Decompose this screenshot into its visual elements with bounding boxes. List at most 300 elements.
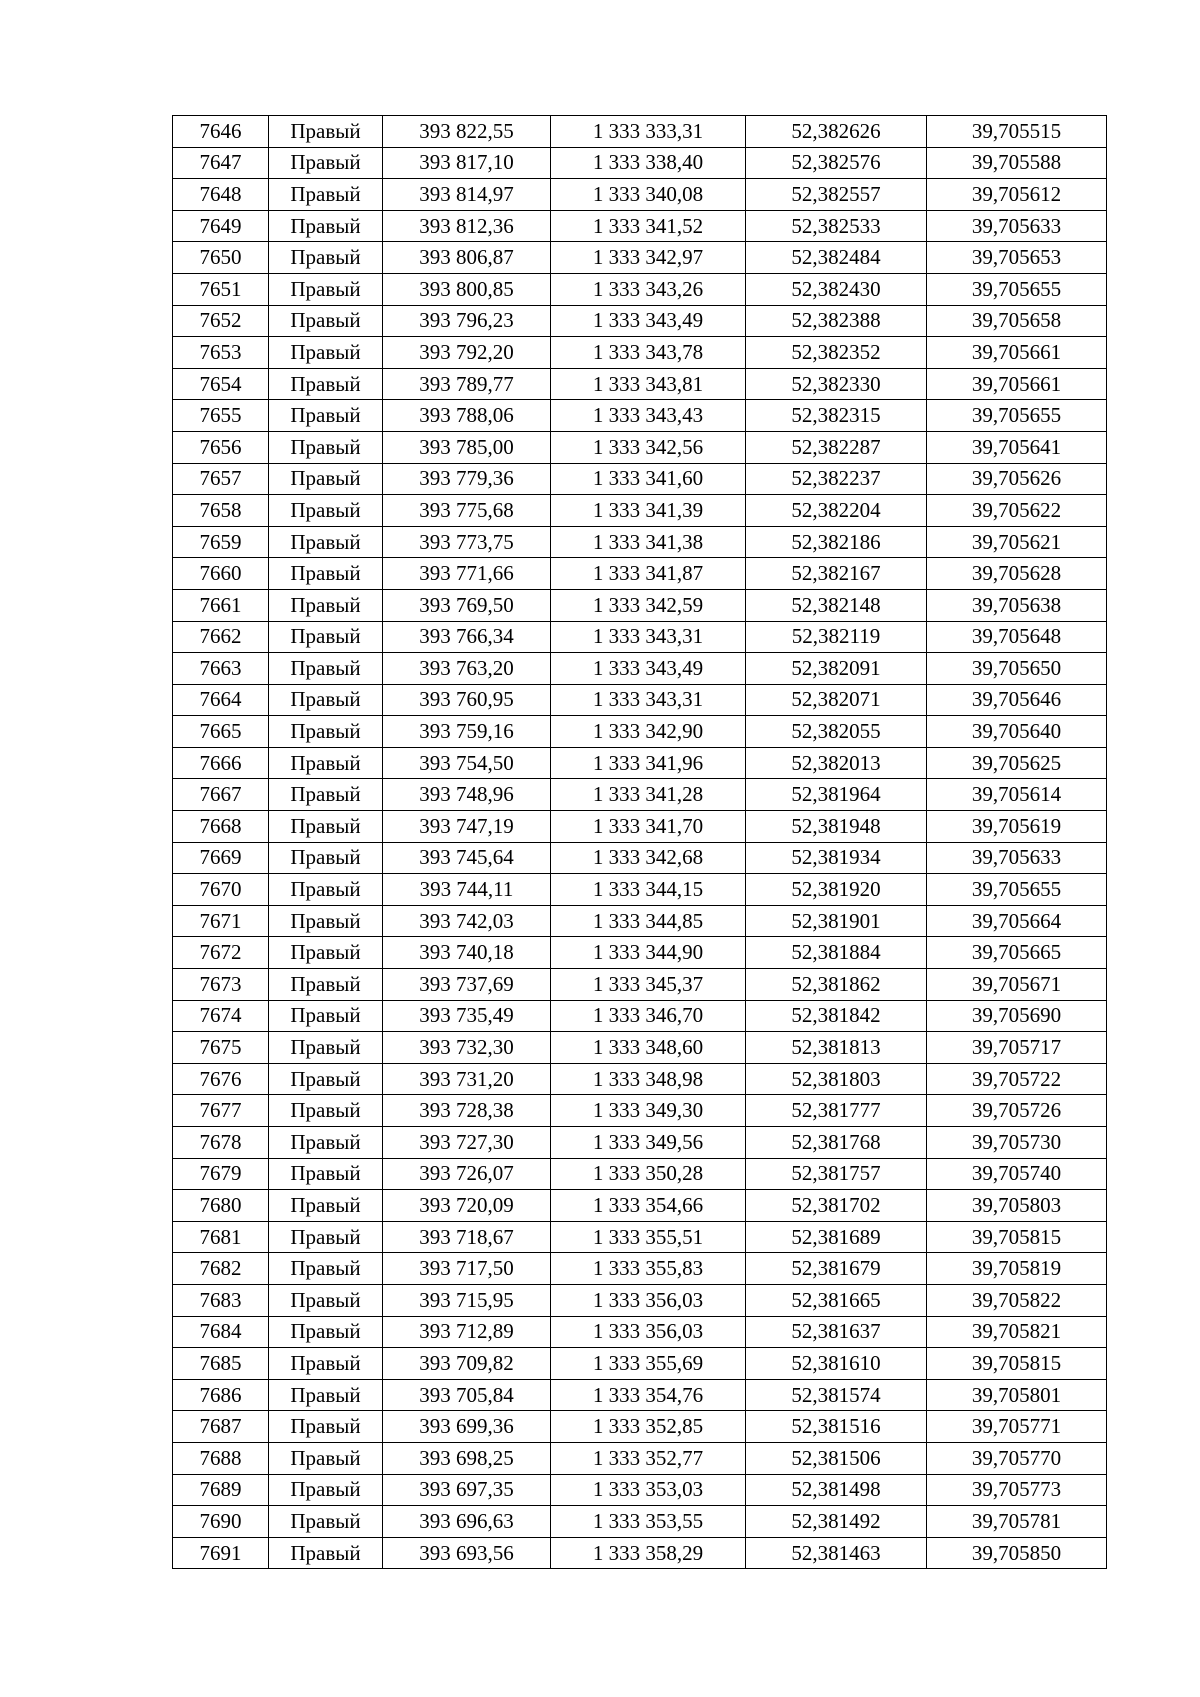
y-coordinate-cell: 1 333 349,56	[551, 1127, 746, 1159]
table-row	[173, 463, 1107, 495]
latitude-cell: 52,381637	[746, 1316, 927, 1348]
table-row	[173, 210, 1107, 242]
table-row	[173, 1316, 1107, 1348]
x-coordinate-cell: 393 726,07	[383, 1158, 551, 1190]
longitude-cell: 39,705622	[927, 495, 1107, 527]
table-row	[173, 621, 1107, 653]
side-cell: Правый	[269, 1537, 383, 1569]
table-row	[173, 273, 1107, 305]
side-cell: Правый	[269, 1221, 383, 1253]
longitude-cell: 39,705614	[927, 779, 1107, 811]
table-row	[173, 1190, 1107, 1222]
table-row	[173, 368, 1107, 400]
table-row	[173, 1474, 1107, 1506]
side-cell: Правый	[269, 431, 383, 463]
y-coordinate-cell: 1 333 341,28	[551, 779, 746, 811]
point-number-cell: 7676	[173, 1063, 269, 1095]
longitude-cell: 39,705661	[927, 368, 1107, 400]
point-number-cell: 7649	[173, 210, 269, 242]
longitude-cell: 39,705626	[927, 463, 1107, 495]
table-row	[173, 1411, 1107, 1443]
x-coordinate-cell: 393 696,63	[383, 1506, 551, 1538]
longitude-cell: 39,705638	[927, 589, 1107, 621]
y-coordinate-cell: 1 333 354,66	[551, 1190, 746, 1222]
longitude-cell: 39,705803	[927, 1190, 1107, 1222]
side-cell: Правый	[269, 337, 383, 369]
longitude-cell: 39,705625	[927, 747, 1107, 779]
point-number-cell: 7674	[173, 1000, 269, 1032]
point-number-cell: 7656	[173, 431, 269, 463]
longitude-cell: 39,705640	[927, 716, 1107, 748]
latitude-cell: 52,381813	[746, 1032, 927, 1064]
x-coordinate-cell: 393 747,19	[383, 811, 551, 843]
side-cell: Правый	[269, 210, 383, 242]
longitude-cell: 39,705588	[927, 147, 1107, 179]
side-cell: Правый	[269, 558, 383, 590]
table-row	[173, 747, 1107, 779]
latitude-cell: 52,381920	[746, 874, 927, 906]
y-coordinate-cell: 1 333 355,51	[551, 1221, 746, 1253]
table-row	[173, 589, 1107, 621]
point-number-cell: 7647	[173, 147, 269, 179]
y-coordinate-cell: 1 333 353,55	[551, 1506, 746, 1538]
x-coordinate-cell: 393 785,00	[383, 431, 551, 463]
latitude-cell: 52,381862	[746, 969, 927, 1001]
longitude-cell: 39,705648	[927, 621, 1107, 653]
longitude-cell: 39,705690	[927, 1000, 1107, 1032]
longitude-cell: 39,705771	[927, 1411, 1107, 1443]
latitude-cell: 52,382091	[746, 653, 927, 685]
point-number-cell: 7681	[173, 1221, 269, 1253]
side-cell: Правый	[269, 242, 383, 274]
y-coordinate-cell: 1 333 358,29	[551, 1537, 746, 1569]
x-coordinate-cell: 393 760,95	[383, 684, 551, 716]
latitude-cell: 52,382352	[746, 337, 927, 369]
point-number-cell: 7664	[173, 684, 269, 716]
table-row	[173, 558, 1107, 590]
point-number-cell: 7684	[173, 1316, 269, 1348]
longitude-cell: 39,705717	[927, 1032, 1107, 1064]
longitude-cell: 39,705641	[927, 431, 1107, 463]
y-coordinate-cell: 1 333 341,70	[551, 811, 746, 843]
point-number-cell: 7680	[173, 1190, 269, 1222]
point-number-cell: 7659	[173, 526, 269, 558]
latitude-cell: 52,381948	[746, 811, 927, 843]
x-coordinate-cell: 393 737,69	[383, 969, 551, 1001]
side-cell: Правый	[269, 179, 383, 211]
y-coordinate-cell: 1 333 342,59	[551, 589, 746, 621]
latitude-cell: 52,381702	[746, 1190, 927, 1222]
latitude-cell: 52,382330	[746, 368, 927, 400]
table-row	[173, 147, 1107, 179]
longitude-cell: 39,705612	[927, 179, 1107, 211]
longitude-cell: 39,705650	[927, 653, 1107, 685]
longitude-cell: 39,705722	[927, 1063, 1107, 1095]
point-number-cell: 7686	[173, 1379, 269, 1411]
point-number-cell: 7650	[173, 242, 269, 274]
longitude-cell: 39,705658	[927, 305, 1107, 337]
point-number-cell: 7665	[173, 716, 269, 748]
x-coordinate-cell: 393 779,36	[383, 463, 551, 495]
longitude-cell: 39,705730	[927, 1127, 1107, 1159]
table-row	[173, 1221, 1107, 1253]
latitude-cell: 52,381842	[746, 1000, 927, 1032]
side-cell: Правый	[269, 1190, 383, 1222]
longitude-cell: 39,705671	[927, 969, 1107, 1001]
latitude-cell: 52,381964	[746, 779, 927, 811]
x-coordinate-cell: 393 709,82	[383, 1348, 551, 1380]
table-row	[173, 1442, 1107, 1474]
y-coordinate-cell: 1 333 343,26	[551, 273, 746, 305]
y-coordinate-cell: 1 333 343,81	[551, 368, 746, 400]
point-number-cell: 7688	[173, 1442, 269, 1474]
y-coordinate-cell: 1 333 342,56	[551, 431, 746, 463]
table-row	[173, 116, 1107, 148]
point-number-cell: 7652	[173, 305, 269, 337]
point-number-cell: 7683	[173, 1284, 269, 1316]
latitude-cell: 52,381574	[746, 1379, 927, 1411]
y-coordinate-cell: 1 333 343,78	[551, 337, 746, 369]
table-row	[173, 779, 1107, 811]
latitude-cell: 52,381506	[746, 1442, 927, 1474]
longitude-cell: 39,705740	[927, 1158, 1107, 1190]
side-cell: Правый	[269, 1506, 383, 1538]
table-row	[173, 179, 1107, 211]
point-number-cell: 7646	[173, 116, 269, 148]
x-coordinate-cell: 393 715,95	[383, 1284, 551, 1316]
latitude-cell: 52,381777	[746, 1095, 927, 1127]
y-coordinate-cell: 1 333 343,43	[551, 400, 746, 432]
point-number-cell: 7687	[173, 1411, 269, 1443]
latitude-cell: 52,382533	[746, 210, 927, 242]
y-coordinate-cell: 1 333 353,03	[551, 1474, 746, 1506]
latitude-cell: 52,382484	[746, 242, 927, 274]
point-number-cell: 7654	[173, 368, 269, 400]
latitude-cell: 52,381492	[746, 1506, 927, 1538]
side-cell: Правый	[269, 400, 383, 432]
side-cell: Правый	[269, 116, 383, 148]
latitude-cell: 52,381768	[746, 1127, 927, 1159]
side-cell: Правый	[269, 305, 383, 337]
y-coordinate-cell: 1 333 338,40	[551, 147, 746, 179]
table-row	[173, 811, 1107, 843]
y-coordinate-cell: 1 333 355,83	[551, 1253, 746, 1285]
latitude-cell: 52,381463	[746, 1537, 927, 1569]
longitude-cell: 39,705773	[927, 1474, 1107, 1506]
x-coordinate-cell: 393 763,20	[383, 653, 551, 685]
x-coordinate-cell: 393 697,35	[383, 1474, 551, 1506]
y-coordinate-cell: 1 333 352,85	[551, 1411, 746, 1443]
side-cell: Правый	[269, 526, 383, 558]
longitude-cell: 39,705621	[927, 526, 1107, 558]
point-number-cell: 7658	[173, 495, 269, 527]
latitude-cell: 52,382430	[746, 273, 927, 305]
x-coordinate-cell: 393 748,96	[383, 779, 551, 811]
x-coordinate-cell: 393 806,87	[383, 242, 551, 274]
table-row	[173, 526, 1107, 558]
side-cell: Правый	[269, 1348, 383, 1380]
y-coordinate-cell: 1 333 341,52	[551, 210, 746, 242]
y-coordinate-cell: 1 333 354,76	[551, 1379, 746, 1411]
longitude-cell: 39,705655	[927, 874, 1107, 906]
latitude-cell: 52,382204	[746, 495, 927, 527]
table-row	[173, 1506, 1107, 1538]
side-cell: Правый	[269, 495, 383, 527]
side-cell: Правый	[269, 716, 383, 748]
y-coordinate-cell: 1 333 343,49	[551, 653, 746, 685]
x-coordinate-cell: 393 727,30	[383, 1127, 551, 1159]
latitude-cell: 52,381498	[746, 1474, 927, 1506]
table-row	[173, 842, 1107, 874]
latitude-cell: 52,382388	[746, 305, 927, 337]
side-cell: Правый	[269, 937, 383, 969]
side-cell: Правый	[269, 842, 383, 874]
x-coordinate-cell: 393 800,85	[383, 273, 551, 305]
side-cell: Правый	[269, 1284, 383, 1316]
point-number-cell: 7678	[173, 1127, 269, 1159]
y-coordinate-cell: 1 333 343,31	[551, 684, 746, 716]
longitude-cell: 39,705661	[927, 337, 1107, 369]
longitude-cell: 39,705653	[927, 242, 1107, 274]
point-number-cell: 7657	[173, 463, 269, 495]
latitude-cell: 52,381884	[746, 937, 927, 969]
latitude-cell: 52,382315	[746, 400, 927, 432]
longitude-cell: 39,705850	[927, 1537, 1107, 1569]
latitude-cell: 52,382237	[746, 463, 927, 495]
latitude-cell: 52,381803	[746, 1063, 927, 1095]
longitude-cell: 39,705655	[927, 400, 1107, 432]
longitude-cell: 39,705770	[927, 1442, 1107, 1474]
side-cell: Правый	[269, 1474, 383, 1506]
longitude-cell: 39,705515	[927, 116, 1107, 148]
x-coordinate-cell: 393 693,56	[383, 1537, 551, 1569]
x-coordinate-cell: 393 705,84	[383, 1379, 551, 1411]
table-row	[173, 653, 1107, 685]
coordinates-table	[172, 115, 1107, 1569]
x-coordinate-cell: 393 788,06	[383, 400, 551, 432]
point-number-cell: 7663	[173, 653, 269, 685]
x-coordinate-cell: 393 699,36	[383, 1411, 551, 1443]
side-cell: Правый	[269, 1442, 383, 1474]
side-cell: Правый	[269, 905, 383, 937]
latitude-cell: 52,382557	[746, 179, 927, 211]
side-cell: Правый	[269, 653, 383, 685]
side-cell: Правый	[269, 1063, 383, 1095]
x-coordinate-cell: 393 771,66	[383, 558, 551, 590]
side-cell: Правый	[269, 684, 383, 716]
latitude-cell: 52,381689	[746, 1221, 927, 1253]
x-coordinate-cell: 393 717,50	[383, 1253, 551, 1285]
table-row	[173, 1000, 1107, 1032]
table-row	[173, 1253, 1107, 1285]
table-row	[173, 400, 1107, 432]
latitude-cell: 52,382148	[746, 589, 927, 621]
point-number-cell: 7672	[173, 937, 269, 969]
table-row	[173, 937, 1107, 969]
x-coordinate-cell: 393 731,20	[383, 1063, 551, 1095]
y-coordinate-cell: 1 333 341,38	[551, 526, 746, 558]
table-row	[173, 1348, 1107, 1380]
point-number-cell: 7679	[173, 1158, 269, 1190]
side-cell: Правый	[269, 589, 383, 621]
latitude-cell: 52,382055	[746, 716, 927, 748]
longitude-cell: 39,705726	[927, 1095, 1107, 1127]
side-cell: Правый	[269, 147, 383, 179]
point-number-cell: 7668	[173, 811, 269, 843]
x-coordinate-cell: 393 745,64	[383, 842, 551, 874]
latitude-cell: 52,381901	[746, 905, 927, 937]
x-coordinate-cell: 393 740,18	[383, 937, 551, 969]
x-coordinate-cell: 393 769,50	[383, 589, 551, 621]
table-row	[173, 1127, 1107, 1159]
point-number-cell: 7666	[173, 747, 269, 779]
y-coordinate-cell: 1 333 340,08	[551, 179, 746, 211]
x-coordinate-cell: 393 789,77	[383, 368, 551, 400]
x-coordinate-cell: 393 732,30	[383, 1032, 551, 1064]
y-coordinate-cell: 1 333 344,15	[551, 874, 746, 906]
y-coordinate-cell: 1 333 344,85	[551, 905, 746, 937]
latitude-cell: 52,381757	[746, 1158, 927, 1190]
longitude-cell: 39,705815	[927, 1348, 1107, 1380]
point-number-cell: 7690	[173, 1506, 269, 1538]
side-cell: Правый	[269, 1032, 383, 1064]
x-coordinate-cell: 393 735,49	[383, 1000, 551, 1032]
longitude-cell: 39,705633	[927, 842, 1107, 874]
longitude-cell: 39,705822	[927, 1284, 1107, 1316]
x-coordinate-cell: 393 742,03	[383, 905, 551, 937]
side-cell: Правый	[269, 1000, 383, 1032]
x-coordinate-cell: 393 718,67	[383, 1221, 551, 1253]
point-number-cell: 7651	[173, 273, 269, 305]
side-cell: Правый	[269, 1379, 383, 1411]
table-row	[173, 431, 1107, 463]
longitude-cell: 39,705646	[927, 684, 1107, 716]
side-cell: Правый	[269, 874, 383, 906]
latitude-cell: 52,382626	[746, 116, 927, 148]
table-row	[173, 495, 1107, 527]
y-coordinate-cell: 1 333 348,98	[551, 1063, 746, 1095]
side-cell: Правый	[269, 747, 383, 779]
y-coordinate-cell: 1 333 342,68	[551, 842, 746, 874]
latitude-cell: 52,382013	[746, 747, 927, 779]
point-number-cell: 7653	[173, 337, 269, 369]
longitude-cell: 39,705619	[927, 811, 1107, 843]
point-number-cell: 7685	[173, 1348, 269, 1380]
point-number-cell: 7648	[173, 179, 269, 211]
x-coordinate-cell: 393 792,20	[383, 337, 551, 369]
latitude-cell: 52,381934	[746, 842, 927, 874]
table-row	[173, 969, 1107, 1001]
y-coordinate-cell: 1 333 350,28	[551, 1158, 746, 1190]
latitude-cell: 52,381610	[746, 1348, 927, 1380]
side-cell: Правый	[269, 779, 383, 811]
longitude-cell: 39,705664	[927, 905, 1107, 937]
side-cell: Правый	[269, 969, 383, 1001]
point-number-cell: 7689	[173, 1474, 269, 1506]
point-number-cell: 7673	[173, 969, 269, 1001]
side-cell: Правый	[269, 811, 383, 843]
x-coordinate-cell: 393 814,97	[383, 179, 551, 211]
latitude-cell: 52,382167	[746, 558, 927, 590]
x-coordinate-cell: 393 759,16	[383, 716, 551, 748]
side-cell: Правый	[269, 1253, 383, 1285]
side-cell: Правый	[269, 368, 383, 400]
side-cell: Правый	[269, 1411, 383, 1443]
point-number-cell: 7669	[173, 842, 269, 874]
point-number-cell: 7682	[173, 1253, 269, 1285]
point-number-cell: 7661	[173, 589, 269, 621]
y-coordinate-cell: 1 333 349,30	[551, 1095, 746, 1127]
table-row	[173, 874, 1107, 906]
table-row	[173, 684, 1107, 716]
longitude-cell: 39,705628	[927, 558, 1107, 590]
x-coordinate-cell: 393 775,68	[383, 495, 551, 527]
table-row	[173, 716, 1107, 748]
x-coordinate-cell: 393 728,38	[383, 1095, 551, 1127]
y-coordinate-cell: 1 333 352,77	[551, 1442, 746, 1474]
x-coordinate-cell: 393 812,36	[383, 210, 551, 242]
y-coordinate-cell: 1 333 341,39	[551, 495, 746, 527]
side-cell: Правый	[269, 621, 383, 653]
table-row	[173, 1537, 1107, 1569]
y-coordinate-cell: 1 333 348,60	[551, 1032, 746, 1064]
point-number-cell: 7671	[173, 905, 269, 937]
table-row	[173, 1158, 1107, 1190]
latitude-cell: 52,382287	[746, 431, 927, 463]
latitude-cell: 52,381516	[746, 1411, 927, 1443]
point-number-cell: 7670	[173, 874, 269, 906]
point-number-cell: 7667	[173, 779, 269, 811]
y-coordinate-cell: 1 333 345,37	[551, 969, 746, 1001]
y-coordinate-cell: 1 333 341,96	[551, 747, 746, 779]
latitude-cell: 52,382119	[746, 621, 927, 653]
x-coordinate-cell: 393 720,09	[383, 1190, 551, 1222]
x-coordinate-cell: 393 754,50	[383, 747, 551, 779]
point-number-cell: 7691	[173, 1537, 269, 1569]
y-coordinate-cell: 1 333 344,90	[551, 937, 746, 969]
table-row	[173, 1063, 1107, 1095]
x-coordinate-cell: 393 822,55	[383, 116, 551, 148]
table-row	[173, 337, 1107, 369]
table-row	[173, 1284, 1107, 1316]
point-number-cell: 7662	[173, 621, 269, 653]
x-coordinate-cell: 393 698,25	[383, 1442, 551, 1474]
side-cell: Правый	[269, 1316, 383, 1348]
point-number-cell: 7677	[173, 1095, 269, 1127]
latitude-cell: 52,382576	[746, 147, 927, 179]
y-coordinate-cell: 1 333 333,31	[551, 116, 746, 148]
x-coordinate-cell: 393 744,11	[383, 874, 551, 906]
latitude-cell: 52,382186	[746, 526, 927, 558]
longitude-cell: 39,705819	[927, 1253, 1107, 1285]
y-coordinate-cell: 1 333 355,69	[551, 1348, 746, 1380]
y-coordinate-cell: 1 333 342,97	[551, 242, 746, 274]
longitude-cell: 39,705633	[927, 210, 1107, 242]
y-coordinate-cell: 1 333 343,49	[551, 305, 746, 337]
y-coordinate-cell: 1 333 343,31	[551, 621, 746, 653]
side-cell: Правый	[269, 1158, 383, 1190]
x-coordinate-cell: 393 773,75	[383, 526, 551, 558]
y-coordinate-cell: 1 333 356,03	[551, 1284, 746, 1316]
point-number-cell: 7660	[173, 558, 269, 590]
y-coordinate-cell: 1 333 346,70	[551, 1000, 746, 1032]
side-cell: Правый	[269, 1095, 383, 1127]
longitude-cell: 39,705801	[927, 1379, 1107, 1411]
y-coordinate-cell: 1 333 341,60	[551, 463, 746, 495]
table-row	[173, 1032, 1107, 1064]
y-coordinate-cell: 1 333 341,87	[551, 558, 746, 590]
longitude-cell: 39,705665	[927, 937, 1107, 969]
